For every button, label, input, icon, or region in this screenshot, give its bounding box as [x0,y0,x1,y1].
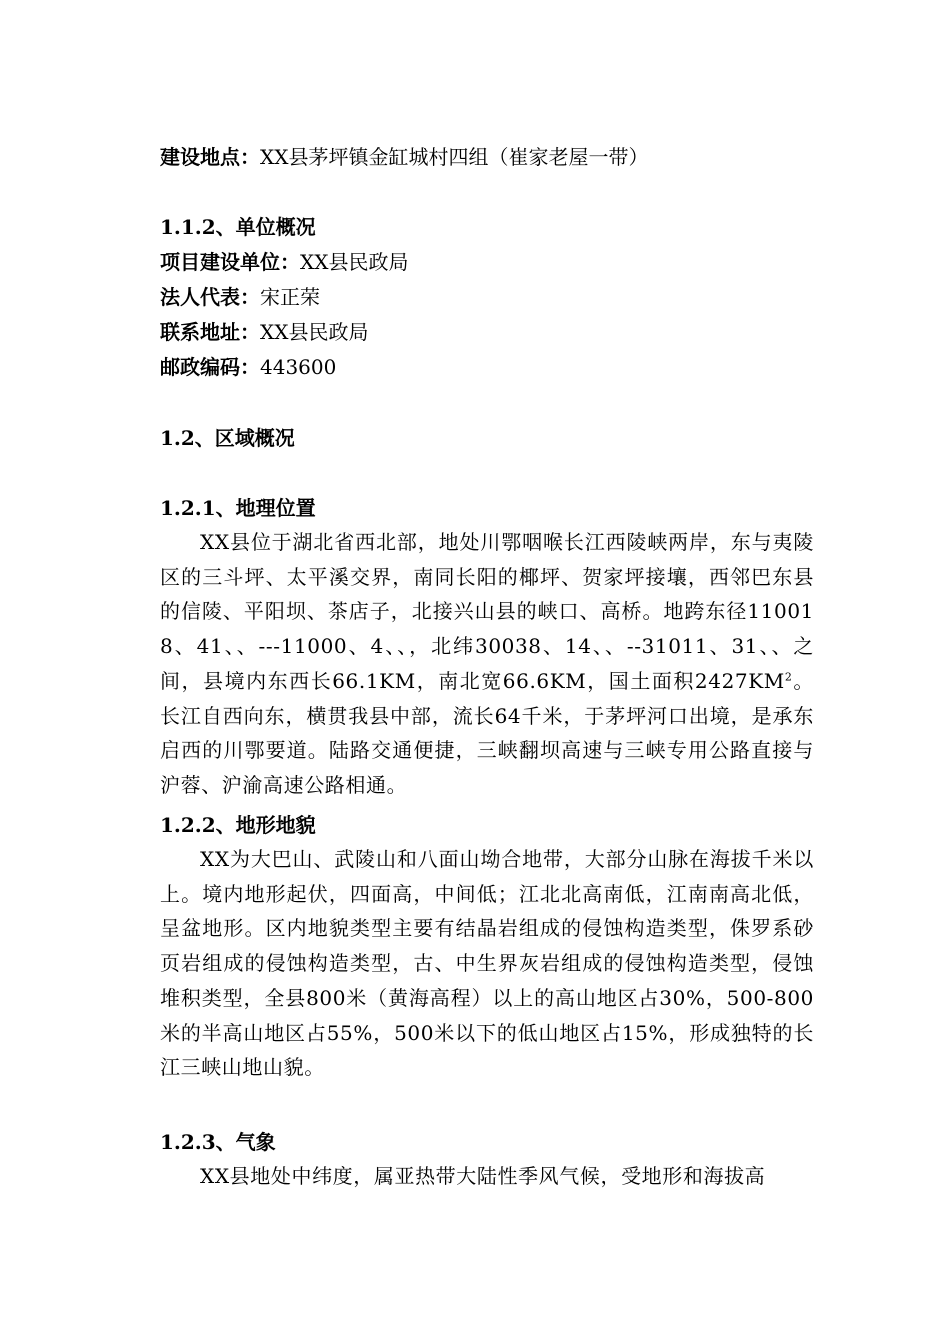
field-label: 项目建设单位： [160,250,300,274]
field-value: XX县民政局 [260,320,369,344]
field-label: 法人代表： [160,285,260,309]
unit-overview-heading: 1.1.2、单位概况 [160,215,316,239]
field-label: 联系地址： [160,320,260,344]
geography-text-continued: 。长江自西向东，横贯我县中部，流长64千米，于茅坪河口出境，是承东启西的川鄂要道。陆路交通便捷，三峡翻坝高速与三峡专用公路直接与沪蓉、沪渝高速公路相通。 [160,668,814,797]
climate-heading: 1.2.3、气象 [160,1130,276,1154]
field-value: 443600 [260,355,337,379]
site-line [160,145,648,169]
field-value: 宋正荣 [260,285,320,309]
field-label: 邮政编码： [160,355,260,379]
superscript: 2 [784,670,793,684]
field-value: XX县民政局 [300,250,409,274]
site-value: XX县茅坪镇金缸城村四组（崔家老屋一带） [260,145,649,169]
field-builder [160,250,408,274]
climate-paragraph: XX县地处中纬度，属亚热带大陆性季风气候，受地形和海拔高 [200,1164,766,1188]
field-legal-rep [160,285,320,309]
geography-heading: 1.2.1、地理位置 [160,496,316,520]
geography-paragraph [160,525,814,803]
region-heading: 1.2、区域概况 [160,426,295,450]
field-postal-code [160,355,336,379]
field-contact-address [160,320,368,344]
geography-text: XX县位于湖北省西北部，地处川鄂咽喉长江西陵峡两岸，东与夷陵区的三斗坪、太平溪交界，南同长阳的椰坪、贺家坪接壤，西邻巴东县的信陵、平阳坝、茶店子，北接兴山县的峡口、高桥。地跨东径110018、41、、---11000、4、、，北纬30038、14、、--31011、31、、之间，县境内东西长66.1KM，南北宽66.6KM，国土面积2427KM [160,530,814,693]
site-label: 建设地点： [160,145,260,169]
terrain-paragraph: XX为大巴山、武陵山和八面山坳合地带，大部分山脉在海拔千米以上。境内地形起伏，四面高，中间低；江北北高南低，江南南高北低，呈盆地形。区内地貌类型主要有结晶岩组成的侵蚀构造类型，侏罗系砂页岩组成的侵蚀构造类型，古、中生界灰岩组成的侵蚀构造类型，侵蚀堆积类型，全县800米（黄海高程）以上的高山地区占30%，500-800米的半高山地区占55%，500米以下的低山地区占15%，形成独特的长江三峡山地山貌。 [160,847,814,1080]
terrain-heading: 1.2.2、地形地貌 [160,813,316,837]
